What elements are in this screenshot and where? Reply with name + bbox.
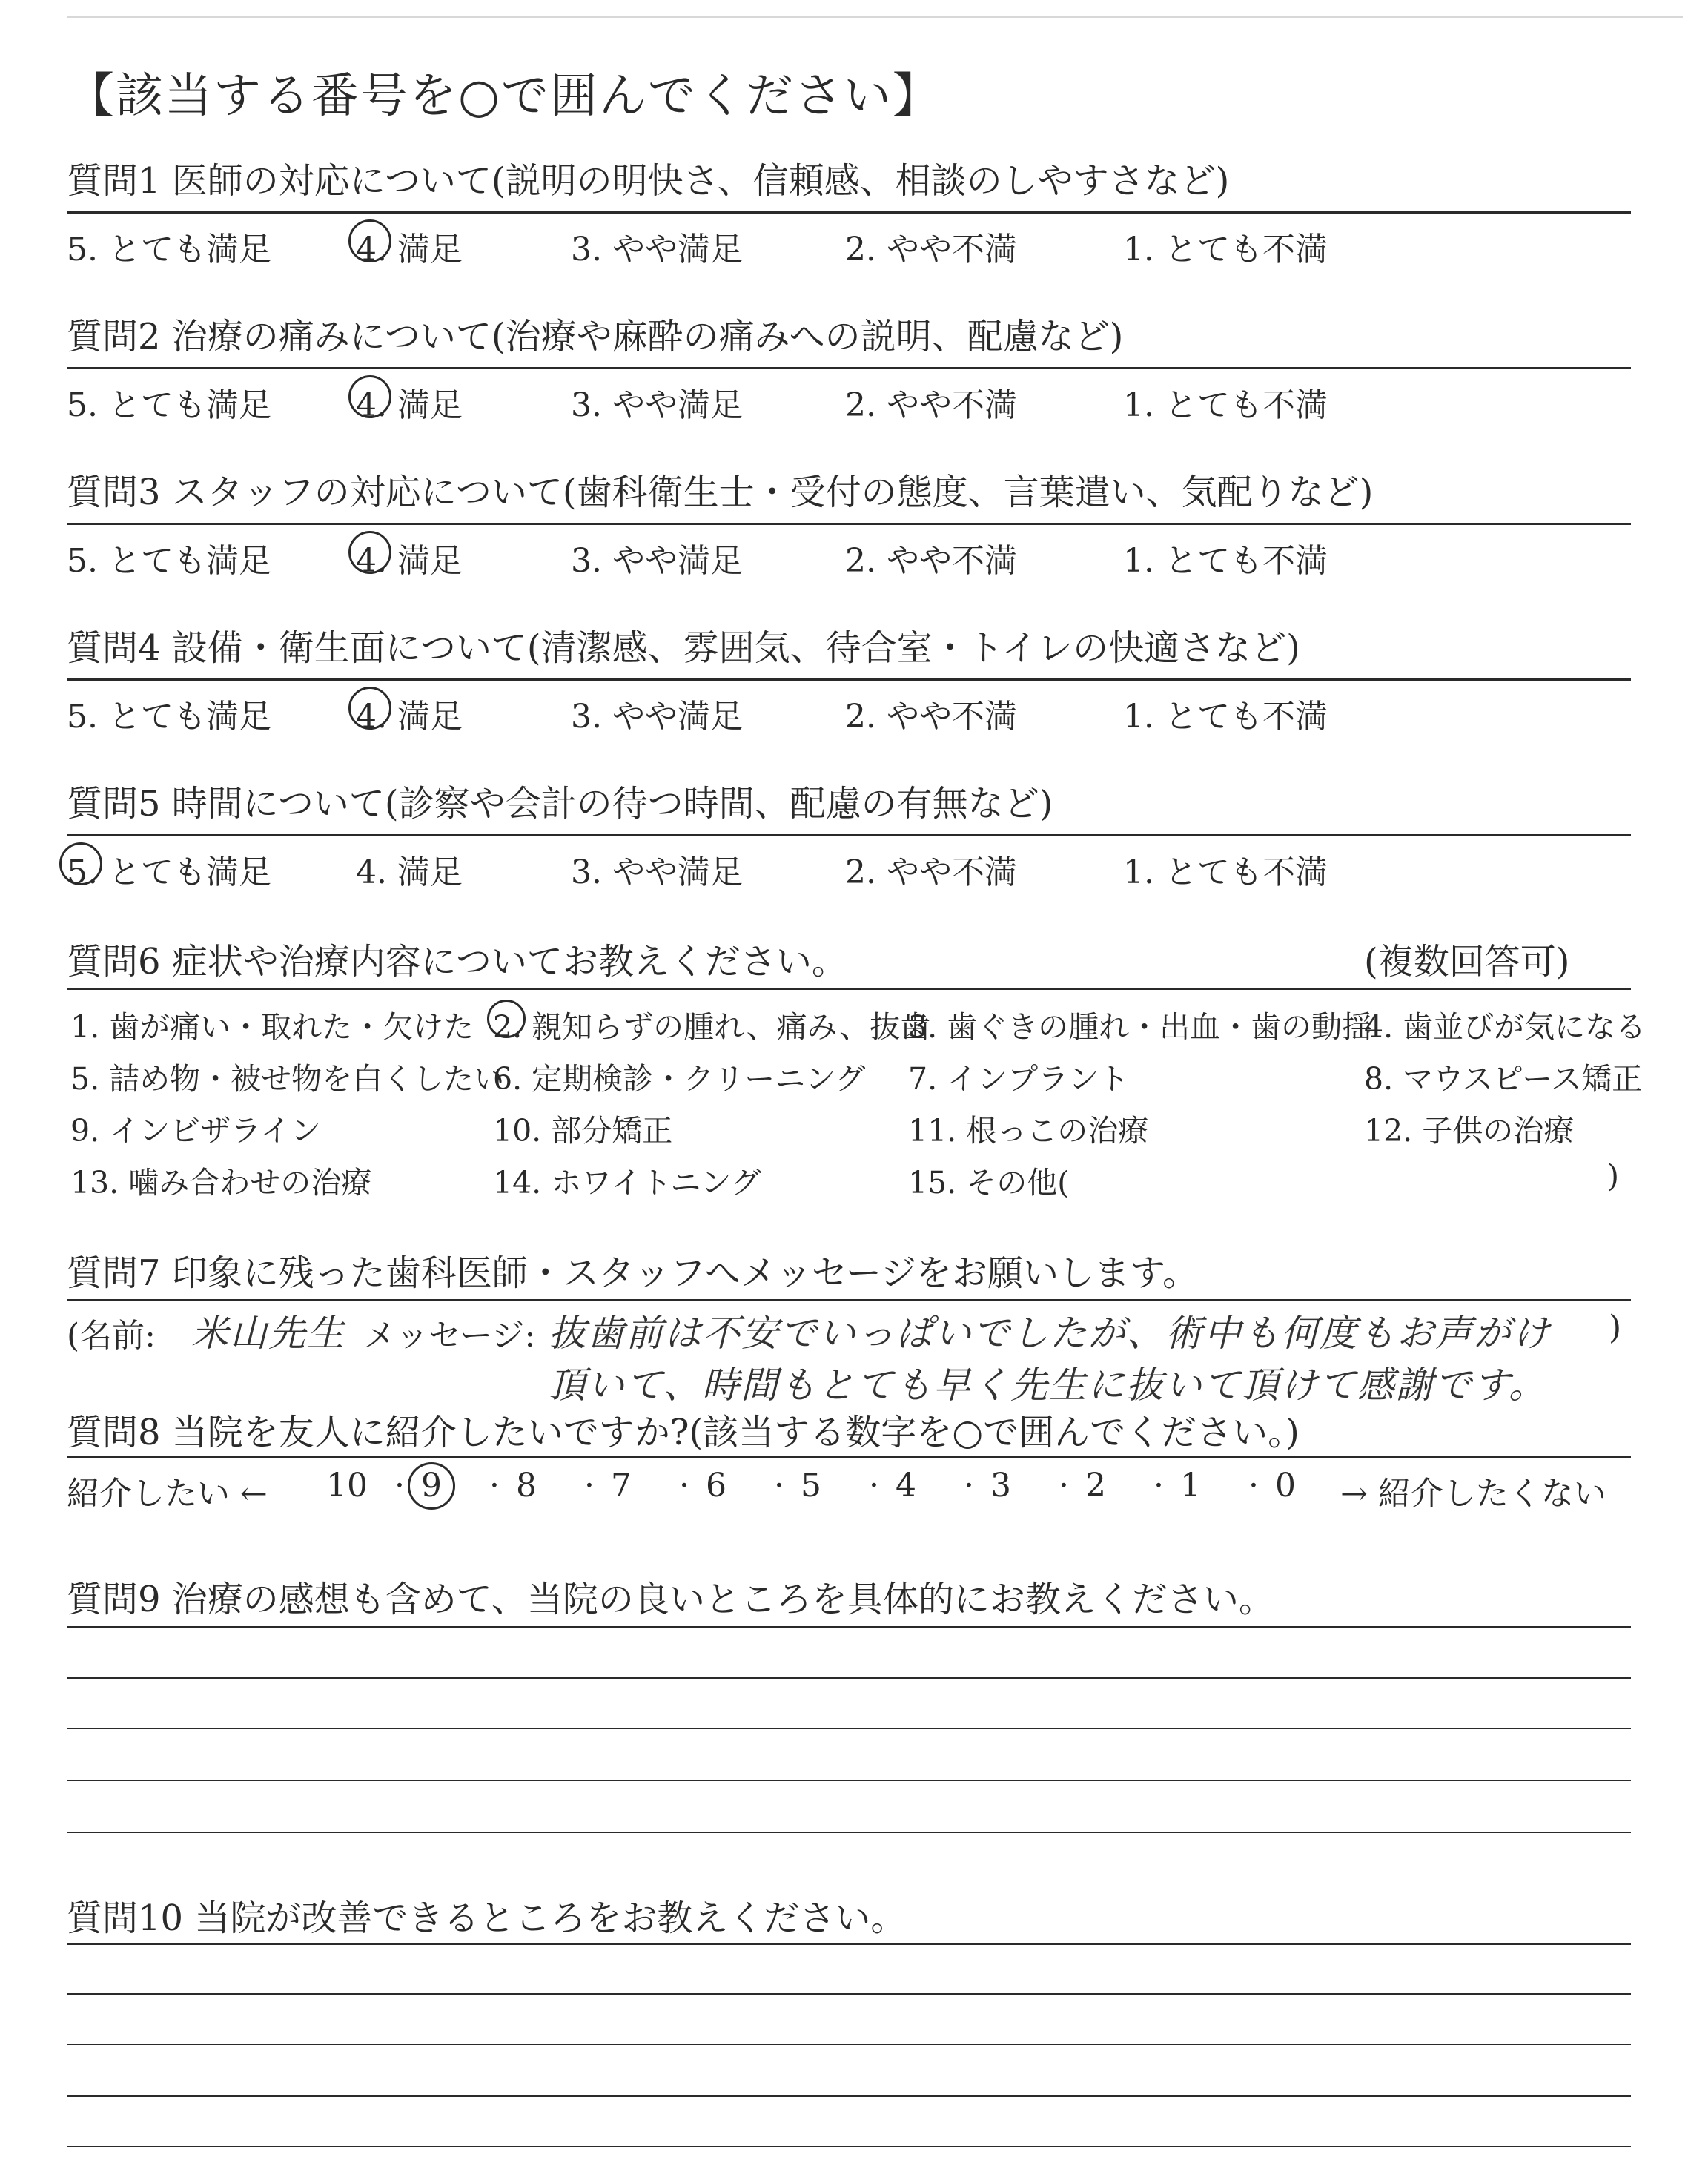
q8-scale-dot: · bbox=[1059, 1467, 1069, 1505]
q8-scale-8: 8 bbox=[516, 1467, 537, 1505]
q6-option-1: 1. 歯が痛い・取れた・欠けた bbox=[70, 1009, 474, 1045]
q6-title: 質問6 症状や治療内容についてお教えください。 bbox=[67, 941, 847, 982]
q8-scale-9: 9 bbox=[421, 1467, 442, 1505]
q6-option-3: 3. 歯ぐきの腫れ・出血・歯の動揺 bbox=[908, 1009, 1373, 1045]
q6-rule bbox=[67, 988, 1631, 990]
q8-scale-dot: · bbox=[774, 1467, 784, 1505]
q6-option-6: 6. 定期検診・クリーニング bbox=[493, 1061, 866, 1097]
q10-line-1 bbox=[67, 1943, 1631, 1945]
question-4-option-3: 3. やや満足 bbox=[571, 698, 743, 736]
q6-option-12: 12. 子供の治療 bbox=[1364, 1113, 1575, 1149]
q6-option-9: 9. インビザライン bbox=[70, 1113, 321, 1149]
q6-option-11: 11. 根っこの治療 bbox=[908, 1113, 1149, 1149]
q8-scale-3: 3 bbox=[990, 1467, 1011, 1505]
question-2-title: 質問2 治療の痛みについて(治療や麻酔の痛みへの説明、配慮など) bbox=[67, 316, 1124, 357]
question-4-title: 質問4 設備・衛生面について(清潔感、雰囲気、待合室・トイレの快適さなど) bbox=[67, 627, 1300, 669]
q7-message-line2: 頂いて、時間もとても早く先生に抜いて頂けて感謝です。 bbox=[549, 1364, 1547, 1407]
q6-selected-circle bbox=[487, 1000, 526, 1038]
question-1-option-2: 2. やや不満 bbox=[845, 231, 1017, 268]
question-3-selected-circle bbox=[348, 531, 391, 574]
question-5-option-4: 4. 満足 bbox=[356, 853, 463, 891]
question-2-option-2: 2. やや不満 bbox=[845, 386, 1017, 424]
question-5-option-5: 5. とても満足 bbox=[67, 853, 271, 891]
q8-scale-dot: · bbox=[584, 1467, 595, 1505]
q6-option-8: 8. マウスピース矯正 bbox=[1364, 1061, 1643, 1097]
question-4-rule bbox=[67, 678, 1631, 681]
question-2-option-3: 3. やや満足 bbox=[571, 386, 743, 424]
q9-title: 質問9 治療の感想も含めて、当院の良いところを具体的にお教えください。 bbox=[67, 1579, 1274, 1620]
question-4-selected-circle bbox=[348, 687, 391, 730]
question-1-option-3: 3. やや満足 bbox=[571, 231, 743, 268]
question-3-option-4: 4. 満足 bbox=[356, 542, 463, 580]
question-1-selected-circle bbox=[348, 219, 391, 262]
q8-scale-5: 5 bbox=[801, 1467, 821, 1505]
q8-title: 質問8 当院を友人に紹介したいですか?(該当する数字を○で囲んでください。) bbox=[67, 1412, 1300, 1453]
scan-edge-line bbox=[67, 16, 1683, 18]
question-5-option-3: 3. やや満足 bbox=[571, 853, 743, 891]
q10-line-4 bbox=[67, 2095, 1631, 2097]
q6-option-10: 10. 部分矯正 bbox=[493, 1113, 673, 1149]
q8-left-label: 紹介したい ← bbox=[67, 1475, 268, 1513]
q8-scale-dot: · bbox=[489, 1467, 500, 1505]
q10-line-3 bbox=[67, 2044, 1631, 2045]
question-3-rule bbox=[67, 523, 1631, 525]
form-header: 【該当する番号を○で囲んでください】 bbox=[67, 69, 941, 124]
q8-selected-circle bbox=[408, 1462, 455, 1510]
q8-scale-dot: · bbox=[869, 1467, 879, 1505]
question-3-option-3: 3. やや満足 bbox=[571, 542, 743, 580]
question-5-option-1: 1. とても不満 bbox=[1123, 853, 1328, 891]
question-3-option-5: 5. とても満足 bbox=[67, 542, 271, 580]
q8-scale-dot: · bbox=[964, 1467, 974, 1505]
question-2-rule bbox=[67, 367, 1631, 369]
question-4-option-2: 2. やや不満 bbox=[845, 698, 1017, 736]
q6-option-4: 4. 歯並びが気になる bbox=[1364, 1009, 1646, 1045]
q8-scale-dot: · bbox=[1153, 1467, 1164, 1505]
q8-scale-10: 10 bbox=[326, 1467, 368, 1505]
q8-right-label: → 紹介したくない bbox=[1340, 1475, 1606, 1513]
q10-line-2 bbox=[67, 1993, 1631, 1995]
q8-scale-0: 0 bbox=[1275, 1467, 1296, 1505]
question-2-option-4: 4. 満足 bbox=[356, 386, 463, 424]
question-4-option-1: 1. とても不満 bbox=[1123, 698, 1328, 736]
q6-option-2: 2. 親知らずの腫れ、痛み、抜歯 bbox=[493, 1009, 931, 1045]
q8-scale-dot: · bbox=[679, 1467, 689, 1505]
q8-scale-7: 7 bbox=[611, 1467, 632, 1505]
question-5-rule bbox=[67, 834, 1631, 836]
q7-title: 質問7 印象に残った歯科医師・スタッフへメッセージをお願いします。 bbox=[67, 1252, 1199, 1294]
question-4-option-4: 4. 満足 bbox=[356, 698, 463, 736]
q6-option-15: 15. その他( bbox=[908, 1165, 1070, 1200]
q8-scale-6: 6 bbox=[706, 1467, 726, 1505]
q6-option-13: 13. 噛み合わせの治療 bbox=[70, 1165, 372, 1200]
q7-close-paren: ) bbox=[1609, 1309, 1622, 1347]
question-1-option-1: 1. とても不満 bbox=[1123, 231, 1328, 268]
q8-scale-dot: · bbox=[1248, 1467, 1259, 1505]
q9-line-1 bbox=[67, 1626, 1631, 1628]
q8-rule bbox=[67, 1456, 1631, 1458]
question-1-rule bbox=[67, 211, 1631, 214]
q10-title: 質問10 当院が改善できるところをお教えください。 bbox=[67, 1898, 907, 1939]
question-2-selected-circle bbox=[348, 375, 391, 418]
question-5-selected-circle bbox=[59, 842, 102, 885]
question-4-option-5: 5. とても満足 bbox=[67, 698, 271, 736]
q9-line-3 bbox=[67, 1728, 1631, 1729]
q9-line-4 bbox=[67, 1780, 1631, 1781]
q10-line-5 bbox=[67, 2146, 1631, 2147]
q6-option-16: ) bbox=[1607, 1158, 1619, 1194]
q7-rule bbox=[67, 1299, 1631, 1301]
q7-name-label: (名前: bbox=[67, 1317, 156, 1355]
question-5-option-2: 2. やや不満 bbox=[845, 853, 1017, 891]
question-3-title: 質問3 スタッフの対応について(歯科衛生士・受付の態度、言葉遣い、気配りなど) bbox=[67, 472, 1374, 513]
q7-name-value: 米山先生 bbox=[191, 1312, 345, 1355]
q7-message-line1: 抜歯前は不安でいっぱいでしたが、術中も何度もお声がけ bbox=[549, 1312, 1551, 1355]
q6-option-14: 14. ホワイトニング bbox=[493, 1165, 761, 1200]
q6-option-5: 5. 詰め物・被せ物を白くしたい bbox=[70, 1061, 505, 1097]
question-5-title: 質問5 時間について(診察や会計の待つ時間、配慮の有無など) bbox=[67, 783, 1053, 825]
question-3-option-2: 2. やや不満 bbox=[845, 542, 1017, 580]
question-1-option-4: 4. 満足 bbox=[356, 231, 463, 268]
q9-line-5 bbox=[67, 1832, 1631, 1833]
q6-note: (複数回答可) bbox=[1364, 941, 1570, 982]
question-1-option-5: 5. とても満足 bbox=[67, 231, 271, 268]
q9-line-2 bbox=[67, 1677, 1631, 1679]
question-1-title: 質問1 医師の対応について(説明の明快さ、信頼感、相談のしやすさなど) bbox=[67, 160, 1230, 202]
q6-option-7: 7. インプラント bbox=[908, 1061, 1130, 1097]
q8-scale-dot: · bbox=[394, 1467, 405, 1505]
q7-message-label: メッセージ: bbox=[363, 1317, 536, 1355]
question-3-option-1: 1. とても不満 bbox=[1123, 542, 1328, 580]
q8-scale-1: 1 bbox=[1180, 1467, 1201, 1505]
question-2-option-5: 5. とても満足 bbox=[67, 386, 271, 424]
question-2-option-1: 1. とても不満 bbox=[1123, 386, 1328, 424]
q8-scale-4: 4 bbox=[896, 1467, 916, 1505]
q8-scale-2: 2 bbox=[1085, 1467, 1106, 1505]
